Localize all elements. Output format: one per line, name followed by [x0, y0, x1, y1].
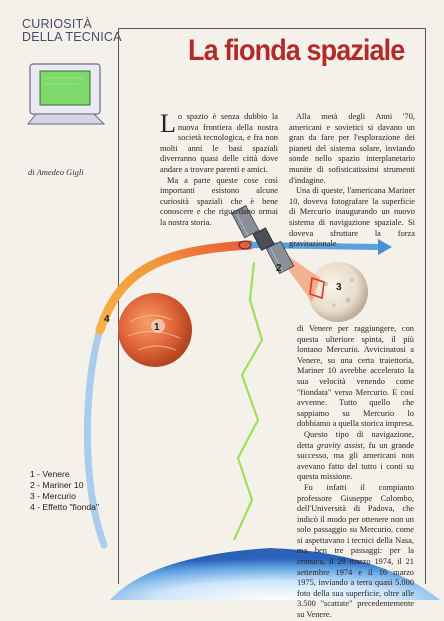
- col1-paragraph-1: Lo spazio è senza dubbio la nuova frontiera della nostra società tecnologica, e fra non molti anni le basi spaziali diverranno quasi delle città dove andare a trovare parenti e amici.: [160, 109, 278, 174]
- label-probe-number: 2: [276, 263, 282, 274]
- term-gravity-assist: gravity assist: [316, 440, 363, 450]
- article-column-3: [297, 324, 414, 621]
- rubric-line-1: CURIOSITÀ: [22, 17, 92, 31]
- col2-paragraph-2: Una di queste, l'americana Mariner 10, doveva fotografare la superficie di Mercurio inaugurando un nuovo sistema di navigazione spaziale. Si doveva sfruttare la forza gravitazionale: [289, 186, 415, 249]
- col3-paragraph-1: di Venere per raggiungere, con questa ulteriore spinta, il più lontano Mercurio. Avvicinatosi a Venere, su una certa traiettoria, Mariner 10 avrebbe accelerato la sua velocità venendo come "fiondata" verso Mercurio. E così avvenne. Tutto quello che sappiamo su Mercurio lo dobbiamo a quella storica impresa.: [297, 324, 414, 429]
- article-column-2: [289, 112, 415, 250]
- zigzag-line: [234, 262, 262, 540]
- label-venus-number: 1: [154, 322, 160, 333]
- figure-legend: [30, 469, 99, 513]
- col3-paragraph-3: Fu infatti il compianto professore Giuseppe Colombo, dell'Università di Padova, che indicò il modo per ottenere non un solo passaggio su Mercurio, come si aspettavano i tecnici della Nasa, ma ben tre passaggi: per la cronaca, il 29 marzo 1974, il 21 settembre 1974 e il 16 marzo 1975, inviando a terra quasi 5.000 foto della sua superficie, oltre alle 3.500 "scattate" precedentemente su Venere.: [297, 482, 414, 620]
- article-column-1: [160, 109, 278, 229]
- rubric-line-2: DELLA TECNICA: [22, 30, 122, 44]
- col2-paragraph-1: Alla metà degli Anni '70, americani e sovietici si davano un gran da fare per l'esplorazione dei pianeti del sistema solare, inviando sonde nello spazio interplanetario munite di sofisticatissimi strumenti d'indagine.: [289, 112, 415, 185]
- legend-item-mariner: 2 - Mariner 10: [30, 480, 84, 490]
- legend-item-slingshot: 4 - Effetto "fionda": [30, 502, 100, 512]
- article-title: La fionda spaziale: [188, 34, 405, 67]
- author-byline: di Amedeo Gigli: [28, 167, 84, 177]
- col1-paragraph-2: Ma a parte queste cose così importanti esistono alcune curiosità spaziali che è bene conoscere e che riguardano ormai la nostra storia.: [160, 175, 278, 227]
- drop-cap: L: [160, 109, 176, 138]
- legend-item-venus: 1 - Venere: [30, 469, 70, 479]
- legend-item-mercury: 3 - Mercurio: [30, 491, 76, 501]
- col3-paragraph-2: Questo tipo di navigazione, detta gravity assist, fu un grande successo, ma gli americani non avevano fatto del tutto i conti su questa missione.: [297, 429, 415, 482]
- label-mercury-number: 3: [336, 282, 342, 293]
- label-slingshot-number: 4: [104, 314, 110, 325]
